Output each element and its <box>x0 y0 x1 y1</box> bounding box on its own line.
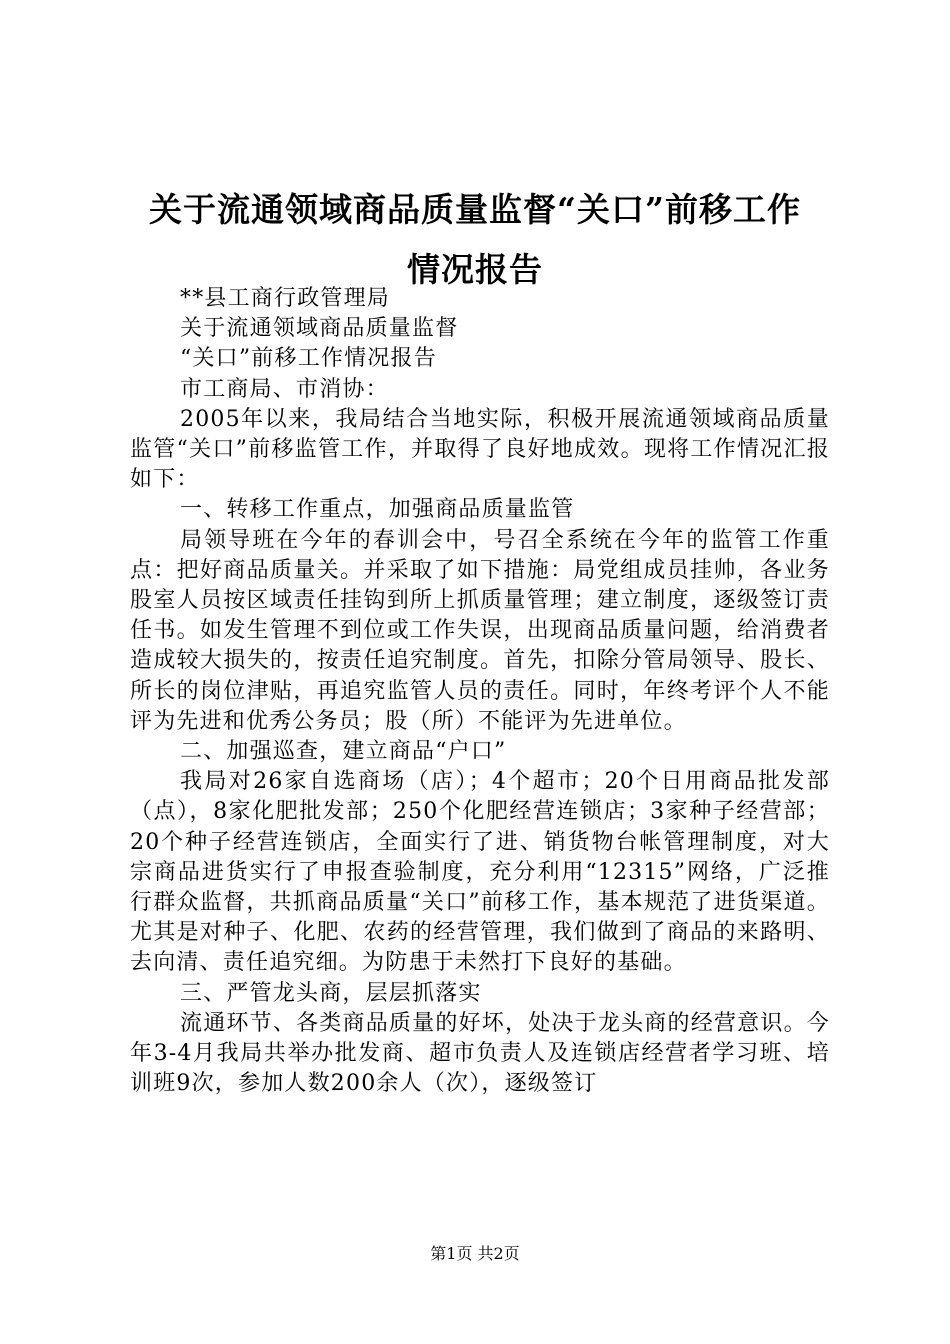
section-heading: 一、转移工作重点，加强商品质量监管 <box>180 497 575 523</box>
body-paragraph: 我局对26家自选商场（店）；4个超市；20个日用商品批发部（点），8家化肥批发部；250个化肥经营连锁店；3家种子经营部；20个种子经营连锁店，全面实行了进、销货物台帐管理制度，对大宗商品进货实行了申报查验制度，充分利用“12315”网络，广泛推行群众监督，共抓商品质量“关口”前移工作，基本规范了进货渠道。尤其是对种子、化肥、农药的经营管理，我们做到了商品的来路明、去向清、责任追究细。为防患于未然打下良好的基础。 <box>130 769 830 976</box>
section-heading: 二、加强巡查，建立商品“户口” <box>180 739 507 765</box>
subtitle-line-1: 关于流通领域商品质量监督 <box>180 316 459 342</box>
body-paragraph: 局领导班在今年的春训会中，号召全系统在今年的监管工作重点：把好商品质量关。并采取了如下措施：局党组成员挂帅，各业务股室人员按区域责任挂钩到所上抓质量管理；建立制度，逐级签订责任书。如发生管理不到位或工作失误，出现商品质量问题，给消费者造成较大损失的，按责任追究制度。首先，扣除分管局领导、股长、所长的岗位津贴，再追究监管人员的责任。同时，年终考评个人不能评为先进和优秀公务员；股（所）不能评为先进单位。 <box>130 527 830 734</box>
document-title-line-2: 情况报告 <box>407 250 543 289</box>
subtitle-line-2: “关口”前移工作情况报告 <box>180 346 437 372</box>
document-title-line-1: 关于流通领域商品质量监督“关口”前移工作 <box>149 190 801 229</box>
document-body <box>130 284 830 1099</box>
body-paragraph: 2005年以来，我局结合当地实际，积极开展流通领域商品质量监管“关口”前移监管工作，并取得了良好地成效。现将工作情况汇报如下： <box>130 406 830 493</box>
section-heading: 三、严管龙头商，层层抓落实 <box>180 980 482 1006</box>
issuer-line: **县工商行政管理局 <box>180 286 391 311</box>
page-number-footer: 第1页 共2页 <box>430 1244 520 1263</box>
body-paragraph: 流通环节、各类商品质量的好坏，处决于龙头商的经营意识。今年3-4月我局共举办批发商、超市负责人及连锁店经营者学习班、培训班9次，参加人数200余人（次），逐级签订 <box>130 1010 830 1097</box>
addressee-line: 市工商局、市消协： <box>180 376 389 402</box>
